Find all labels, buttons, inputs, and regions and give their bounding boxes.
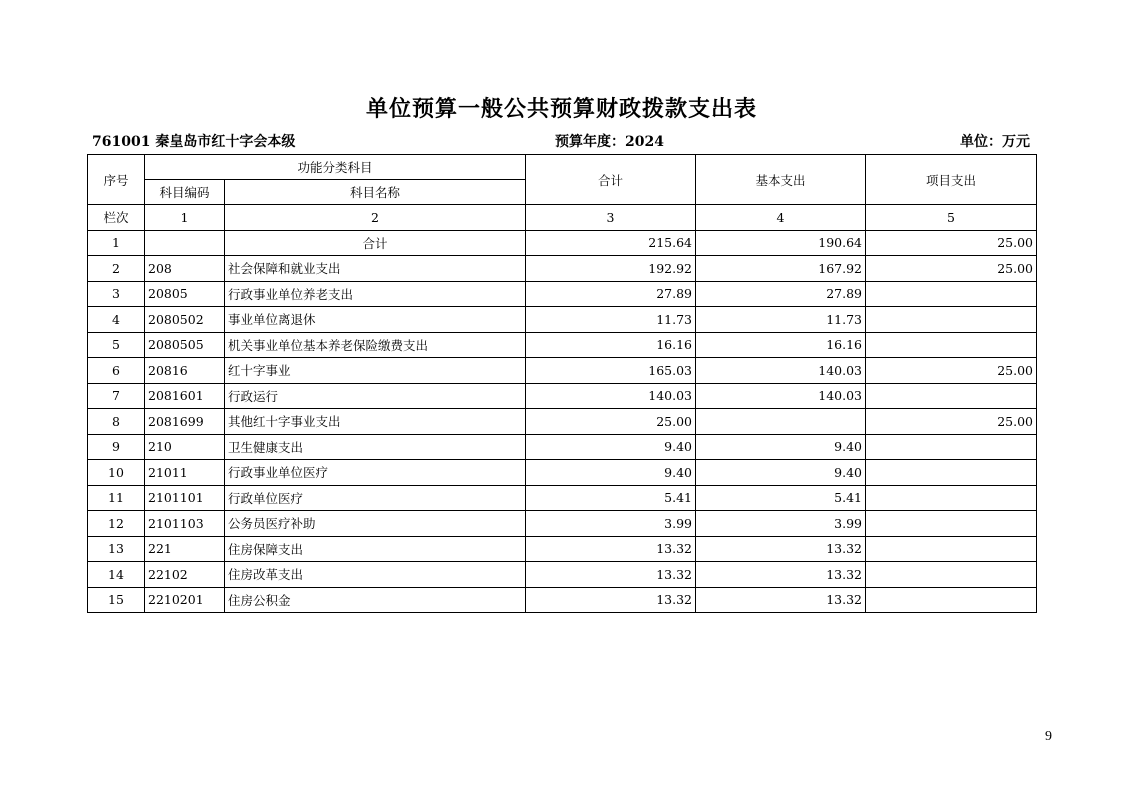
row-seq-cell: 3 xyxy=(88,281,145,307)
budget-year: 预算年度：2024 xyxy=(555,134,664,150)
row-total-cell: 140.03 xyxy=(526,383,696,409)
row-basic-cell: 9.40 xyxy=(696,460,866,486)
row-seq-cell: 2 xyxy=(88,256,145,282)
row-project-cell: 25.00 xyxy=(866,230,1037,256)
row-total-cell: 3.99 xyxy=(526,511,696,537)
unit-label: 单位：万元 xyxy=(960,134,1030,150)
table-row xyxy=(88,434,1037,460)
header-code: 科目编码 xyxy=(145,180,225,205)
row-project-cell: 25.00 xyxy=(866,358,1037,384)
row-name-cell: 行政事业单位医疗 xyxy=(225,460,526,486)
table-row xyxy=(88,409,1037,435)
row-name-cell: 公务员医疗补助 xyxy=(225,511,526,537)
row-code-cell: 20805 xyxy=(145,281,225,307)
header-project: 项目支出 xyxy=(866,155,1037,205)
unit-name: 761001 秦皇岛市红十字会本级 xyxy=(92,134,296,150)
row-code-cell: 2081699 xyxy=(145,409,225,435)
budget-table xyxy=(87,154,1037,613)
row-code-cell: 221 xyxy=(145,536,225,562)
row-name-cell: 社会保障和就业支出 xyxy=(225,256,526,282)
row-code-cell: 2080502 xyxy=(145,307,225,333)
table-row xyxy=(88,358,1037,384)
row-name-cell: 机关事业单位基本养老保险缴费支出 xyxy=(225,332,526,358)
row-name-cell: 行政事业单位养老支出 xyxy=(225,281,526,307)
row-basic-cell: 140.03 xyxy=(696,358,866,384)
table-row xyxy=(88,587,1037,613)
row-basic-cell: 16.16 xyxy=(696,332,866,358)
header-seq: 序号 xyxy=(88,155,145,205)
table-row xyxy=(88,460,1037,486)
row-name-cell: 合计 xyxy=(225,230,526,256)
header-row-1 xyxy=(88,155,1037,180)
row-total-cell: 27.89 xyxy=(526,281,696,307)
row-project-cell xyxy=(866,587,1037,613)
table-row xyxy=(88,332,1037,358)
table-row xyxy=(88,307,1037,333)
row-code-cell: 2080505 xyxy=(145,332,225,358)
row-project-cell xyxy=(866,281,1037,307)
row-project-cell xyxy=(866,460,1037,486)
row-code-cell: 2081601 xyxy=(145,383,225,409)
row-name-cell: 卫生健康支出 xyxy=(225,434,526,460)
row-project-cell xyxy=(866,307,1037,333)
row-total-cell: 25.00 xyxy=(526,409,696,435)
row-basic-cell: 140.03 xyxy=(696,383,866,409)
row-total-cell: 9.40 xyxy=(526,460,696,486)
row-project-cell: 25.00 xyxy=(866,409,1037,435)
row-basic-cell: 5.41 xyxy=(696,485,866,511)
row-name-cell: 红十字事业 xyxy=(225,358,526,384)
row-code-cell: 22102 xyxy=(145,562,225,588)
row-code-cell: 2210201 xyxy=(145,587,225,613)
row-name-cell: 住房公积金 xyxy=(225,587,526,613)
row-project-cell xyxy=(866,536,1037,562)
table-row xyxy=(88,281,1037,307)
table-row xyxy=(88,562,1037,588)
page-number: 9 xyxy=(1045,729,1052,744)
row-total-cell: 9.40 xyxy=(526,434,696,460)
row-basic-cell: 167.92 xyxy=(696,256,866,282)
row-seq-cell: 13 xyxy=(88,536,145,562)
row-seq-cell: 11 xyxy=(88,485,145,511)
row-total-cell: 13.32 xyxy=(526,562,696,588)
row-basic-cell: 3.99 xyxy=(696,511,866,537)
index-cell: 4 xyxy=(696,205,866,231)
row-seq-cell: 14 xyxy=(88,562,145,588)
row-total-cell: 165.03 xyxy=(526,358,696,384)
row-project-cell: 25.00 xyxy=(866,256,1037,282)
row-name-cell: 事业单位离退休 xyxy=(225,307,526,333)
header-name: 科目名称 xyxy=(225,180,526,205)
row-seq-cell: 4 xyxy=(88,307,145,333)
row-project-cell xyxy=(866,383,1037,409)
row-total-cell: 192.92 xyxy=(526,256,696,282)
row-code-cell: 2101101 xyxy=(145,485,225,511)
row-code-cell xyxy=(145,230,225,256)
row-basic-cell: 190.64 xyxy=(696,230,866,256)
table-row xyxy=(88,383,1037,409)
row-basic-cell: 9.40 xyxy=(696,434,866,460)
row-basic-cell: 13.32 xyxy=(696,587,866,613)
index-cell: 栏次 xyxy=(88,205,145,231)
row-seq-cell: 8 xyxy=(88,409,145,435)
row-project-cell xyxy=(866,562,1037,588)
row-seq-cell: 9 xyxy=(88,434,145,460)
row-total-cell: 16.16 xyxy=(526,332,696,358)
row-basic-cell: 27.89 xyxy=(696,281,866,307)
row-basic-cell: 11.73 xyxy=(696,307,866,333)
table-subheader xyxy=(92,131,1030,151)
row-seq-cell: 12 xyxy=(88,511,145,537)
row-code-cell: 208 xyxy=(145,256,225,282)
row-total-cell: 5.41 xyxy=(526,485,696,511)
row-project-cell xyxy=(866,485,1037,511)
row-seq-cell: 15 xyxy=(88,587,145,613)
table-row xyxy=(88,230,1037,256)
row-name-cell: 行政运行 xyxy=(225,383,526,409)
table-row xyxy=(88,485,1037,511)
row-seq-cell: 10 xyxy=(88,460,145,486)
row-code-cell: 20816 xyxy=(145,358,225,384)
index-cell: 1 xyxy=(145,205,225,231)
row-code-cell: 21011 xyxy=(145,460,225,486)
row-seq-cell: 6 xyxy=(88,358,145,384)
row-total-cell: 11.73 xyxy=(526,307,696,333)
row-name-cell: 其他红十字事业支出 xyxy=(225,409,526,435)
row-total-cell: 13.32 xyxy=(526,536,696,562)
page-title: 单位预算一般公共预算财政拨款支出表 xyxy=(365,96,757,122)
row-basic-cell xyxy=(696,409,866,435)
row-basic-cell: 13.32 xyxy=(696,536,866,562)
index-cell: 2 xyxy=(225,205,526,231)
header-func-class: 功能分类科目 xyxy=(145,155,526,180)
row-code-cell: 2101103 xyxy=(145,511,225,537)
table-row xyxy=(88,511,1037,537)
row-name-cell: 住房保障支出 xyxy=(225,536,526,562)
row-code-cell: 210 xyxy=(145,434,225,460)
header-total: 合计 xyxy=(526,155,696,205)
row-seq-cell: 5 xyxy=(88,332,145,358)
header-basic: 基本支出 xyxy=(696,155,866,205)
row-seq-cell: 1 xyxy=(88,230,145,256)
index-row xyxy=(88,205,1037,231)
row-name-cell: 行政单位医疗 xyxy=(225,485,526,511)
row-project-cell xyxy=(866,511,1037,537)
table-row xyxy=(88,536,1037,562)
index-cell: 5 xyxy=(866,205,1037,231)
row-project-cell xyxy=(866,332,1037,358)
row-total-cell: 215.64 xyxy=(526,230,696,256)
row-project-cell xyxy=(866,434,1037,460)
row-name-cell: 住房改革支出 xyxy=(225,562,526,588)
row-total-cell: 13.32 xyxy=(526,587,696,613)
row-seq-cell: 7 xyxy=(88,383,145,409)
table-row xyxy=(88,256,1037,282)
row-basic-cell: 13.32 xyxy=(696,562,866,588)
index-cell: 3 xyxy=(526,205,696,231)
